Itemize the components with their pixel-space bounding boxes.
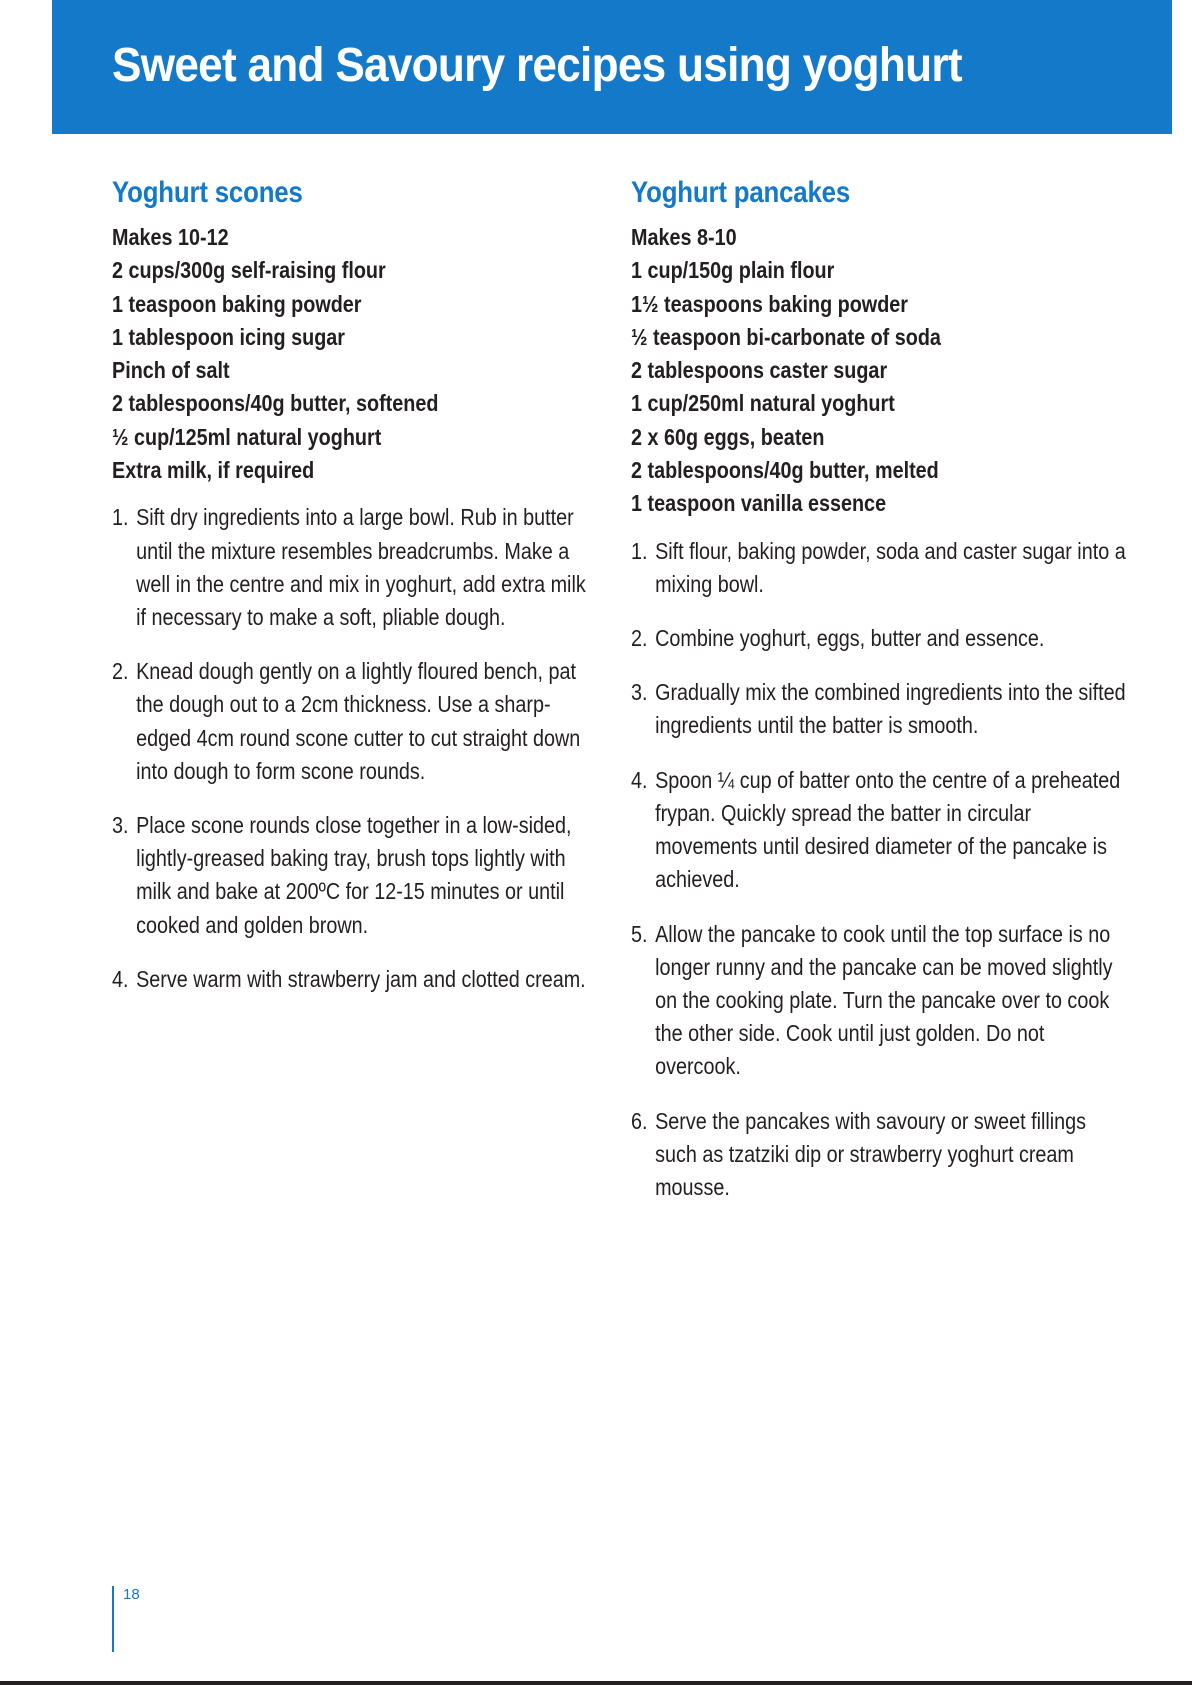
step-text: Allow the pancake to cook until the top surface is no longer runny and the pancake can be moved slightly on the cooking plate. Turn the pancake over to cook the other side. Cook until just golden. Do not overcook.: [655, 920, 1113, 1080]
step-number: 3.: [631, 679, 648, 706]
ingredient-item: 1 cup/150g plain flour: [631, 257, 835, 284]
step-text: Gradually mix the combined ingredients into the sifted ingredients until the batter is smooth.: [655, 679, 1126, 739]
step-text: Spoon ¼ cup of batter onto the centre of a preheated frypan. Quickly spread the batter in circular movements until desired diameter of the pancake is achieved.: [655, 766, 1121, 893]
ingredient-item: 2 tablespoons/40g butter, melted: [631, 457, 939, 484]
header-banner: [52, 0, 1172, 134]
footer-divider: [112, 1586, 114, 1652]
recipe-scones: [112, 176, 602, 1017]
method-step: [631, 676, 1130, 742]
ingredient-item: ½ cup/125ml natural yoghurt: [112, 423, 382, 450]
ingredient-item: Makes 10-12: [112, 224, 229, 250]
ingredient-item: 1 cup/250ml natural yoghurt: [631, 390, 895, 417]
ingredient-item: 2 tablespoons/40g butter, softened: [112, 390, 439, 417]
recipe-pancakes-body: [631, 176, 1130, 1204]
method-step: [631, 918, 1130, 1084]
step-text: Serve the pancakes with savoury or sweet fillings such as tzatziki dip or strawberry yoghurt cream mousse.: [655, 1107, 1087, 1200]
step-number: 3.: [112, 812, 129, 838]
ingredient-item: 2 x 60g eggs, beaten: [631, 423, 825, 450]
ingredient-item: 1½ teaspoons baking powder: [631, 290, 908, 317]
method-step: [112, 809, 601, 942]
bottom-border: [0, 1681, 1192, 1685]
ingredient-item: ½ teaspoon bi-carbonate of soda: [631, 323, 941, 350]
page-number: 18: [123, 1586, 140, 1603]
step-text: Sift dry ingredients into a large bowl. Rub in butter until the mixture resembles breadcrumbs. Make a well in the centre and mix in yoghurt, add extra milk if necessary to make a soft, pliable dough.: [136, 504, 586, 630]
ingredient-item: 1 teaspoon baking powder: [112, 290, 362, 317]
step-number: 2.: [112, 658, 129, 685]
method-step: [631, 622, 1130, 655]
method-step: [112, 963, 601, 996]
method-steps: [631, 535, 1130, 1204]
step-text: Knead dough gently on a lightly floured bench, pat the dough out to a 2cm thickness. Use a sharp-edged 4cm round scone cutter to cut straight down into dough to form scone rounds.: [136, 658, 581, 784]
step-number: 1.: [112, 504, 129, 531]
step-number: 4.: [631, 766, 648, 793]
step-number: 1.: [631, 537, 648, 564]
ingredient-item: 1 tablespoon icing sugar: [112, 323, 346, 350]
recipe-pancakes: [631, 176, 1131, 1225]
ingredient-list: [112, 221, 601, 487]
method-step: [631, 535, 1130, 601]
method-step: [631, 1105, 1130, 1205]
ingredient-item: Pinch of salt: [112, 357, 230, 384]
step-text: Combine yoghurt, eggs, butter and essence.: [655, 625, 1045, 652]
recipe-title: Yoghurt pancakes: [631, 176, 851, 209]
step-number: 5.: [631, 920, 648, 947]
page-title: Sweet and Savoury recipes using yoghurt: [112, 39, 962, 92]
step-number: 2.: [631, 625, 648, 652]
step-text: Sift flour, baking powder, soda and caster sugar into a mixing bowl.: [655, 537, 1126, 597]
ingredient-item: 1 teaspoon vanilla essence: [631, 490, 887, 517]
method-steps: [112, 501, 601, 996]
ingredient-item: Extra milk, if required: [112, 457, 315, 484]
ingredient-list: [631, 221, 1130, 521]
method-step: [631, 764, 1130, 897]
step-text: Serve warm with strawberry jam and clotted cream.: [136, 965, 586, 992]
step-number: 6.: [631, 1107, 648, 1134]
ingredient-item: Makes 8-10: [631, 224, 737, 250]
step-text: Place scone rounds close together in a low-sided, lightly-greased baking tray, brush tops lightly with milk and bake at 200ºC for 12-15 minutes or until cooked and golden brown.: [136, 812, 572, 938]
method-step: [112, 655, 601, 788]
method-step: [112, 501, 601, 634]
step-number: 4.: [112, 965, 129, 992]
recipe-scones-body: [112, 176, 601, 996]
ingredient-item: 2 tablespoons caster sugar: [631, 357, 888, 384]
recipe-title: Yoghurt scones: [112, 176, 303, 209]
ingredient-item: 2 cups/300g self-raising flour: [112, 257, 386, 284]
